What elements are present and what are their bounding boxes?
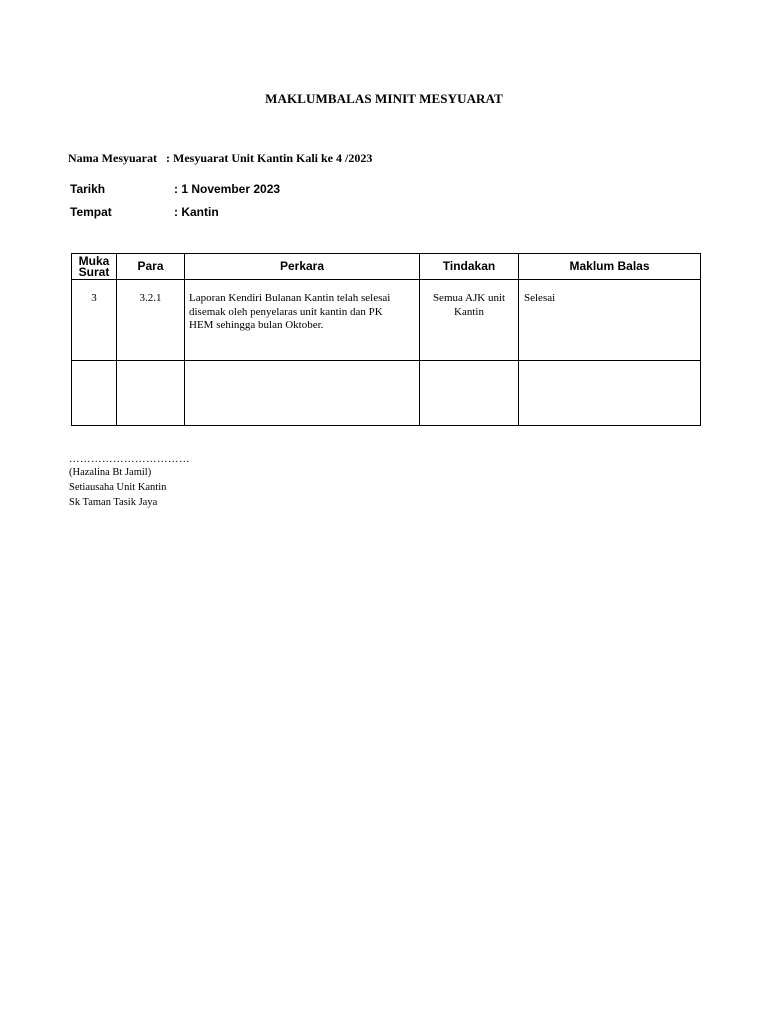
empty-cell — [519, 361, 701, 426]
signatory-school: Sk Taman Tasik Jaya — [69, 497, 158, 508]
signature-block — [69, 454, 190, 510]
signatory-position: Setiausaha Unit Kantin — [69, 482, 167, 493]
header-muka-surat-line1: Muka — [78, 253, 110, 268]
header-perkara: Perkara — [185, 254, 420, 280]
tarikh-label: Tarikh — [70, 182, 106, 196]
table-row-empty — [72, 361, 701, 426]
cell-tindakan-text: Semua AJK unit Kantin — [432, 292, 506, 318]
cell-muka-surat-text: 3 — [91, 292, 97, 304]
document-title: MAKLUMBALAS MINIT MESYUARAT — [265, 91, 503, 106]
header-muka-surat-line2: Surat — [78, 264, 110, 279]
cell-perkara-text: Laporan Kendiri Bulanan Kantin telah selesai disemak oleh penyelaras unit kantin dan PK HEM sehingga bulan Oktober. — [189, 292, 391, 331]
empty-cell — [420, 361, 519, 426]
tempat-label: Tempat — [70, 205, 112, 219]
cell-maklum-balas — [519, 280, 701, 361]
cell-para — [117, 280, 185, 361]
header-para: Para — [117, 254, 185, 280]
table-header-row — [72, 254, 701, 280]
header-muka-surat — [72, 254, 117, 280]
nama-mesyuarat-value: : Mesyuarat Unit Kantin Kali ke 4 /2023 — [166, 151, 373, 165]
cell-muka-surat — [72, 280, 117, 361]
table-row — [72, 280, 701, 361]
header-maklum-balas: Maklum Balas — [519, 254, 701, 280]
cell-tindakan — [420, 280, 519, 361]
minutes-table — [71, 253, 701, 426]
header-tindakan: Tindakan — [420, 254, 519, 280]
signatory-name: (Hazalina Bt Jamil) — [69, 467, 152, 478]
empty-cell — [117, 361, 185, 426]
nama-mesyuarat-label: Nama Mesyuarat — [68, 151, 157, 165]
empty-cell — [72, 361, 117, 426]
empty-cell — [185, 361, 420, 426]
cell-perkara — [185, 280, 420, 361]
cell-para-text: 3.2.1 — [139, 292, 162, 304]
signature-line: …………………………… — [69, 454, 190, 465]
tarikh-value: : 1 November 2023 — [174, 182, 281, 196]
cell-maklum-balas-text: Selesai — [524, 292, 556, 304]
tempat-value: : Kantin — [174, 205, 219, 219]
